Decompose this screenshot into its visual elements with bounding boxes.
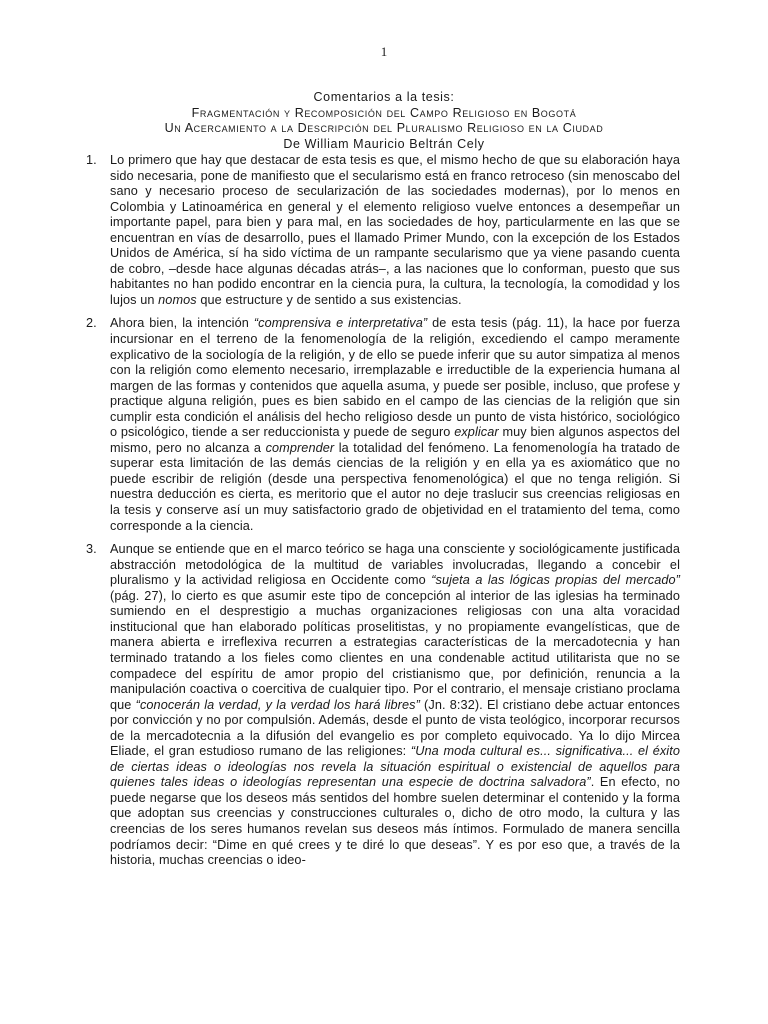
comment-italic-text: comprender (265, 440, 335, 455)
comment-number: 3. (86, 542, 97, 557)
comment-text: (Jn. 8:32). El cristiano debe actuar entonces por convicción y no por compulsión. Además, desde el punto de vista teológico, incorporar recursos de la mercadotecnia a la difusión del evangelio es por completo equivocado. Ya lo dijo Mircea Eliade, el gran estudioso rumano de las religiones: (110, 697, 680, 759)
page-number: 1 (380, 44, 388, 59)
comment-italic-text: nomos (158, 292, 197, 307)
header-line-thesis-subtitle: Un Acercamiento a la Descripción del Pluralismo Religioso en la Ciudad (164, 121, 604, 135)
comment-text: (pág. 27), lo cierto es que asumir este tipo de concepción al interior de las iglesias ha terminado sumiendo en el desprestigio a muchas organizaciones religiosas con una alta voracidad institucional que han elaborado políticas proselitistas, y no propiamente evangelísticas, que de manera abierta e irreflexiva recurren a estrategias características de la mercadotecnia y han terminado tratando a los fieles como clientes en una condenable actitud utilitarista que no se compadece del espíritu de amor propio del cristianismo que, por definición, renuncia a la manipulación coactiva o coercitiva de cualquier tipo. Por el contrario, el mensaje cristiano proclama que (110, 588, 680, 712)
comment-italic-text: “comprensiva e interpretativa” (253, 316, 428, 331)
comment-text: la totalidad del fenómeno. La fenomenología ha tratado de superar esta limitación de las demás ciencias de la religión y en ella ya es axiomático que no puede escribir de religión (desde una perspectiva fenomenológica) el que no tenga religión. Si nuestra deducción es cierta, es meritorio que el autor no deje traslucir sus creencias religiosas en la tesis y conserve así un muy satisfactorio grado de objetividad en el tratamiento del tema, como corresponde a la ciencia. (110, 440, 680, 533)
comment-italic-text: “sujeta a las lógicas propias del mercado” (431, 573, 680, 588)
comment-item-1 (86, 153, 680, 308)
document-header (60, 90, 708, 152)
header-line-thesis-title: Fragmentación y Recomposición del Campo Religioso en Bogotá (191, 105, 577, 120)
comment-text: Lo primero que hay que destacar de esta tesis es que, el mismo hecho de que su elaboración haya sido necesaria, pone de manifiesto que el secularismo está en franco retroceso (sin menoscabo del sano y necesario proceso de secularización de las sociedades modernas), por lo menos en Colombia y Latinoamérica en general y el elemento religioso vuelve entonces a desempeñar un importante papel, para bien y para mal, en las sociedades de hoy, particularmente en las que se encuentran en vías de desarrollo, pues el llamado Primer Mundo, con la excepción de los Estados Unidos de América, sí ha sido víctima de un rampante secularismo que ya viene pasando cuenta de cobro, –desde hace algunas décadas atrás–, a las naciones que lo conforman, puesto que sus habitantes no han podido encontrar en la ciencia pura, la cultura, la tecnología, la comodidad y los lujos un (110, 153, 680, 307)
comment-text: Aunque se entiende que en el marco teórico se haga una consciente y sociológicamente justificada abstracción metodológica de la multitud de variables involucradas, llegando a concebir el pluralismo y la actividad religiosa en Occidente como (110, 542, 680, 588)
comment-italic-text: “Una moda cultural es... significativa... el éxito de ciertas ideas o ideologías nos revela la situación espiritual o existencial de aquellos para quienes tales ideas o ideologías representan una especie de doctrina salvadora” (110, 744, 680, 790)
comment-item-3 (86, 542, 680, 868)
comment-italic-text: explicar (454, 425, 499, 440)
comment-italic-text: “conocerán la verdad, y la verdad los hará libres” (135, 697, 420, 712)
comments-list (86, 153, 680, 877)
comment-text: Ahora bien, la intención (110, 316, 254, 331)
header-line-author: De William Mauricio Beltrán Cely (283, 136, 485, 151)
comment-text: muy bien algunos aspectos del mismo, pero no alcanza a (110, 425, 680, 455)
comment-number: 1. (86, 153, 97, 167)
comment-text: . En efecto, no puede negarse que los deseos más sentidos del hombre suelen determinar el contenido y la forma que adoptan sus creencias y construcciones culturales o, dicho de otro modo, la cultura y las creencias de los seres humanos revelan sus deseos más íntimos. Formulado de manera sencilla podríamos decir: “Dime en qué crees y te diré lo que deseas”. Y es por eso que, a través de la historia, muchas creencias o ideo- (110, 775, 680, 868)
header-line-comentarios: Comentarios a la tesis: (313, 90, 455, 104)
comment-number: 2. (86, 316, 97, 331)
comment-text: que estructure y de sentido a sus existencias. (196, 292, 462, 307)
comment-item-2 (86, 316, 680, 534)
comment-text: de esta tesis (pág. 11), la hace por fuerza incursionar en el terreno de la fenomenología de la religión, excediendo el campo meramente explicativo de la sociología de la religión, y de ello se puede inferir que su autor simpatiza al menos con la religión como elemento necesario, irremplazable e irreductible de la experiencia humana al margen de las formas y contenidos que aquella asuma, y puede ser posible, incluso, que profese y practique alguna religión, pues es bien sabido en el campo de las ciencias de la religión que sin cumplir esta condición el análisis del hecho religioso desde un punto de vista histórico, sociológico o psicológico, tiende a ser reduccionista y puede de seguro (110, 316, 680, 440)
